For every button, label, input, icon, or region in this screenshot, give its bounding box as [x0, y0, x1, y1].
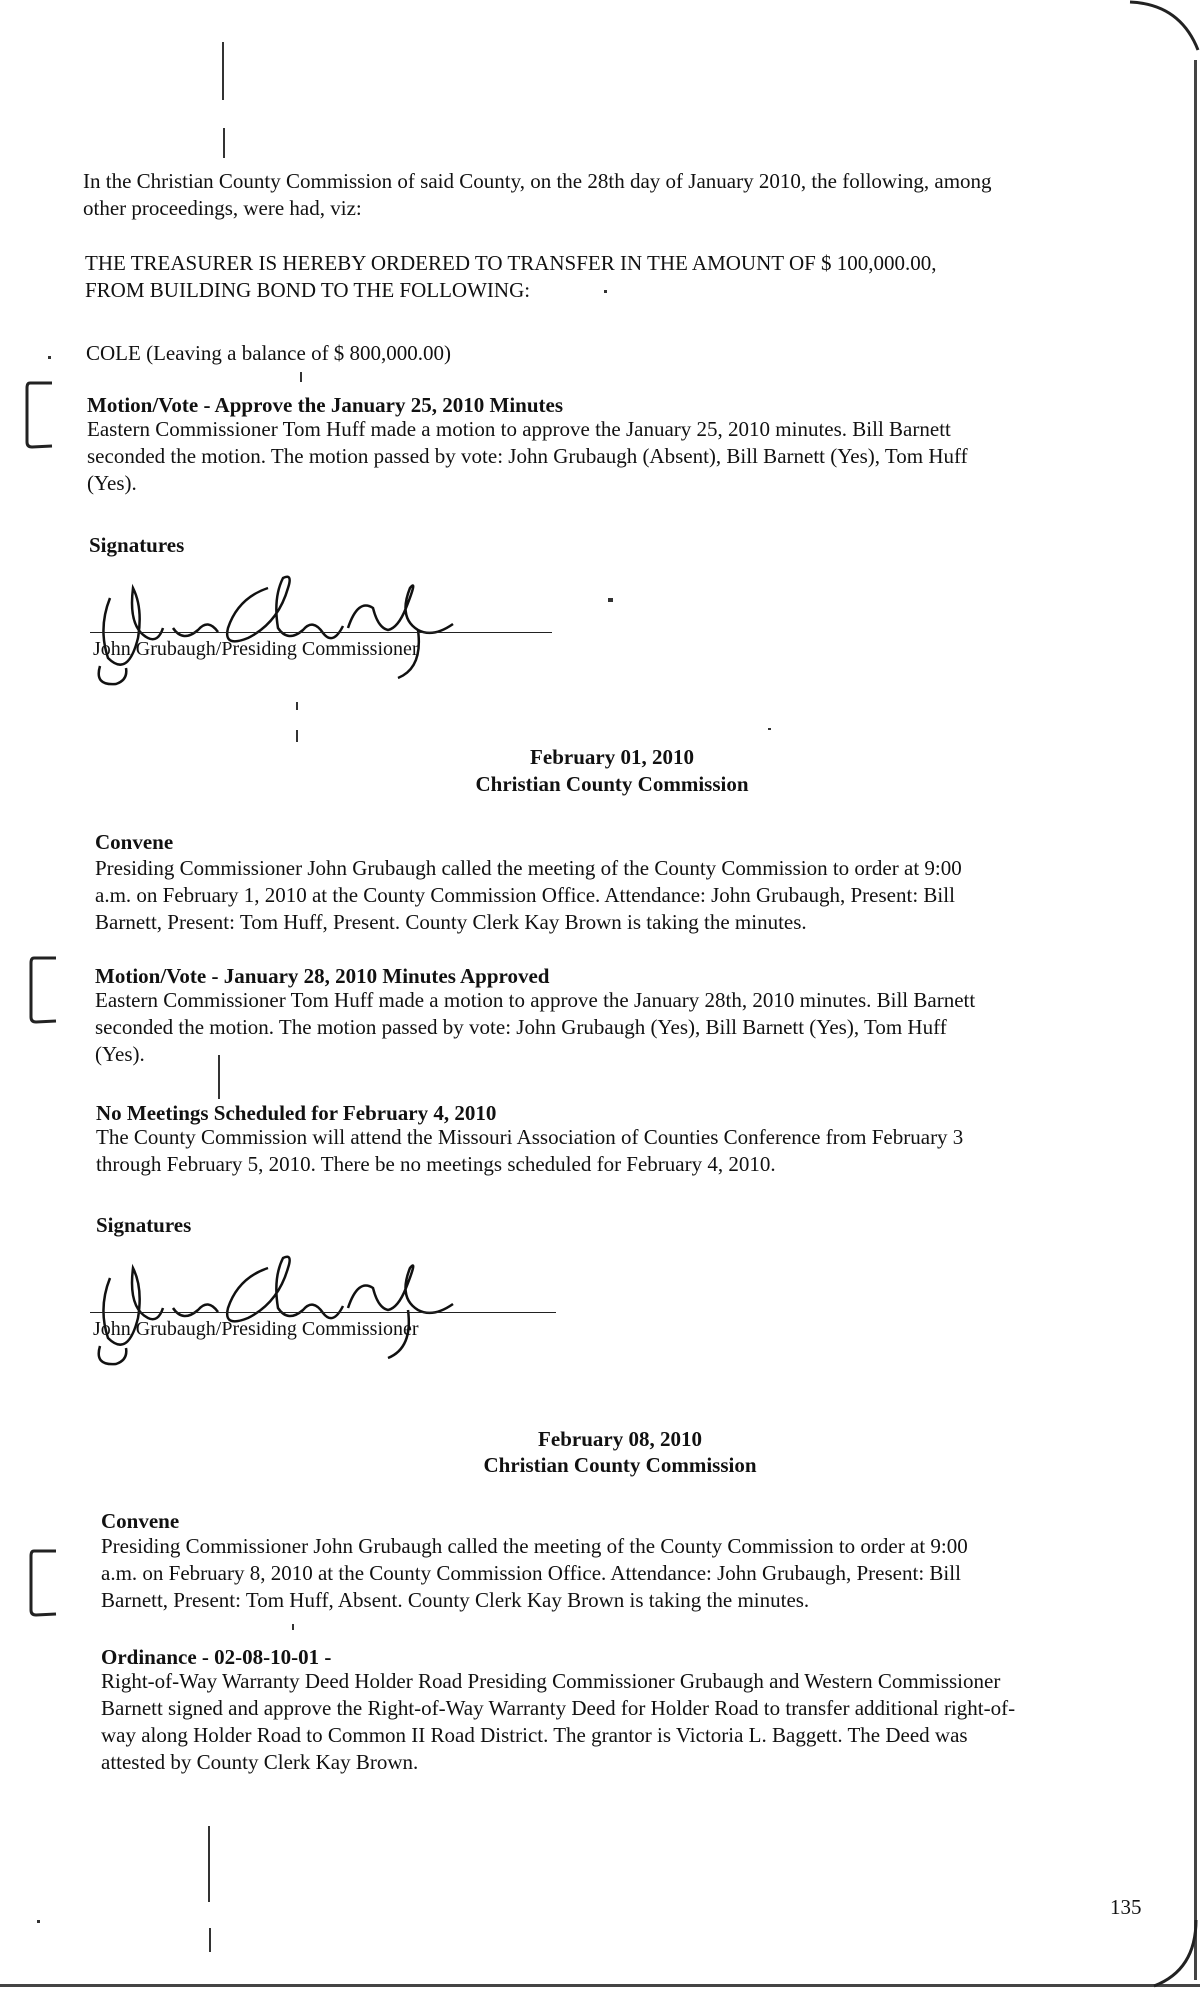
margin-bracket-mark [28, 1548, 62, 1618]
section-heading: Motion/Vote - January 28, 2010 Minutes Approved [95, 964, 550, 988]
meeting-body: Christian County Commission [483, 1453, 757, 1477]
signatures-heading: Signatures [89, 533, 185, 557]
nomeet-paragraph: The County Commission will attend the Missouri Association of Counties Conference from February 3 through February 5, 2010. There be no meetings scheduled for February 4, 2010. [96, 1125, 964, 1176]
signature-line [90, 632, 552, 633]
scan-mark [608, 598, 613, 602]
signature-caption: John Grubaugh/Presiding Commissioner [93, 638, 419, 660]
scan-mark [222, 42, 224, 100]
intro-line: other proceedings, were had, viz: [83, 196, 362, 220]
scan-mark [292, 1624, 294, 1630]
scan-mark [48, 356, 51, 359]
section-heading: No Meetings Scheduled for February 4, 2010 [96, 1101, 497, 1125]
scan-mark [223, 128, 225, 158]
meeting-date: February 01, 2010 [530, 745, 694, 769]
scan-mark [37, 1920, 40, 1923]
handwritten-signature [88, 568, 468, 688]
ordinance-paragraph: Right-of-Way Warranty Deed Holder Road Presiding Commissioner Grubaugh and Western Commissioner Barnett signed and approve the Right-of-Way Warranty Deed for Holder Road to transfer additional right-of- way along Holder Road to Common II Road District. The grantor is Victoria L. Baggett. The Deed was attested by County Clerk Kay Brown. [101, 1669, 1016, 1774]
page-number: 135 [1110, 1895, 1142, 1919]
scan-mark [296, 730, 298, 742]
intro-paragraph [83, 168, 992, 222]
signature-line [90, 1312, 556, 1313]
convene-paragraph: Presiding Commissioner John Grubaugh called the meeting of the County Commission to order at 9:00 a.m. on February 8, 2010 at the County Commission Office. Attendance: John Grubaugh, Present: Bill Barnett, Present: Tom Huff, Absent. County Clerk Kay Brown is taking the minutes. [101, 1534, 968, 1612]
scan-mark [218, 1055, 220, 1099]
order-line: THE TREASURER IS HEREBY ORDERED TO TRANSFER IN THE AMOUNT OF $ 100,000.00, [85, 251, 937, 275]
page-edge-corner [1150, 1920, 1200, 1990]
intro-line: In the Christian County Commission of said County, on the 28th day of January 2010, the following, among [83, 169, 992, 193]
convene-heading: Convene [95, 830, 174, 854]
page-edge-right [1194, 60, 1197, 1980]
handwritten-signature [88, 1248, 468, 1368]
convene-heading: Convene [101, 1509, 180, 1533]
order-line: FROM BUILDING BOND TO THE FOLLOWING: [85, 278, 531, 302]
scan-mark [209, 1928, 211, 1952]
scan-mark [300, 372, 302, 382]
treasurer-order [85, 250, 937, 304]
scan-mark [208, 1826, 210, 1902]
meeting-body: Christian County Commission [475, 772, 749, 796]
section-heading: Motion/Vote - Approve the January 25, 2010 Minutes [87, 393, 564, 417]
scan-mark [604, 290, 607, 293]
scan-mark [296, 702, 298, 710]
signature-caption: John Grubaugh/Presiding Commissioner [93, 1318, 419, 1340]
motion-paragraph: Eastern Commissioner Tom Huff made a motion to approve the January 25, 2010 minutes. Bill Barnett seconded the motion. The motion passed by vote: John Grubaugh (Absent), Bill Barnett (Yes), Tom Huff (Yes). [87, 417, 968, 495]
page-edge-bottom [0, 1984, 1200, 1987]
meeting-date: February 08, 2010 [538, 1427, 702, 1451]
page-edge-curl [1120, 0, 1200, 80]
signatures-heading: Signatures [96, 1213, 192, 1237]
motion-paragraph: Eastern Commissioner Tom Huff made a motion to approve the January 28th, 2010 minutes. Bill Barnett seconded the motion. The motion passed by vote: John Grubaugh (Yes), Bill Barnett (Yes), Tom Huff (Yes). [95, 988, 976, 1066]
margin-bracket-mark [28, 955, 62, 1025]
cole-balance: COLE (Leaving a balance of $ 800,000.00) [86, 341, 452, 365]
section-heading: Ordinance - 02-08-10-01 - [101, 1645, 332, 1669]
convene-paragraph: Presiding Commissioner John Grubaugh called the meeting of the County Commission to order at 9:00 a.m. on February 1, 2010 at the County Commission Office. Attendance: John Grubaugh, Present: Bill Barnett, Present: Tom Huff, Present. County Clerk Kay Brown is taking the minutes. [95, 856, 962, 934]
scan-mark [768, 728, 771, 730]
margin-bracket-mark [24, 380, 58, 450]
